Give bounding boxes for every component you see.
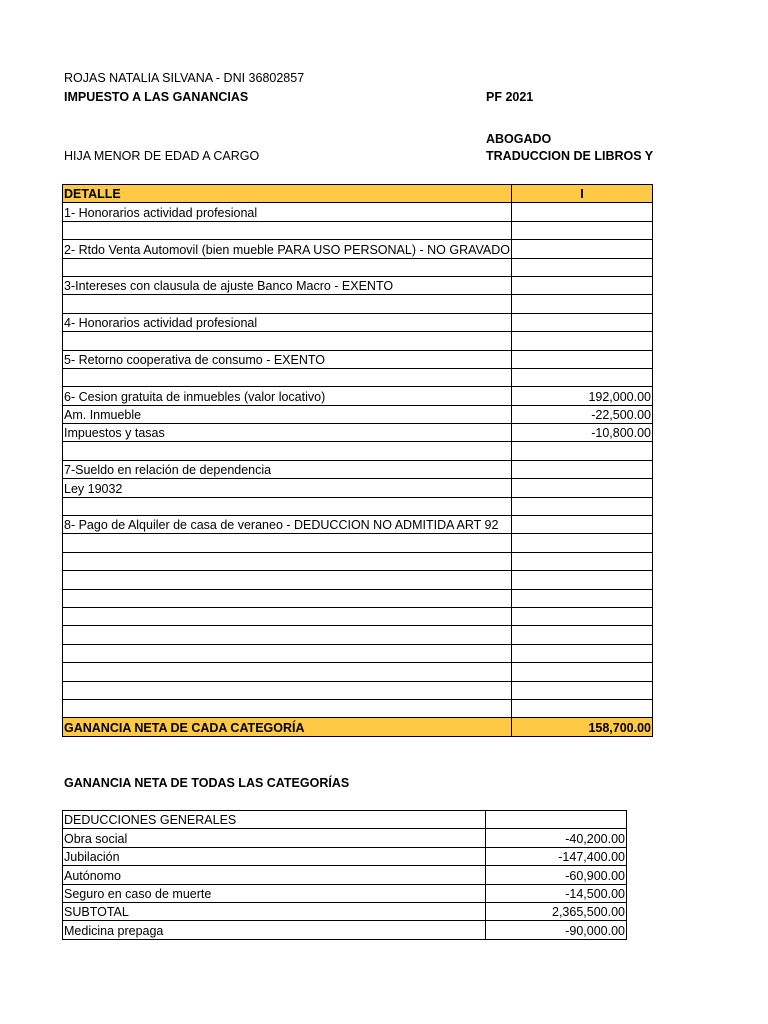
deduction-value: -60,900.00	[486, 866, 627, 884]
income-value	[512, 258, 653, 276]
income-row	[63, 387, 653, 405]
income-value	[512, 350, 653, 368]
deduction-label-cell	[63, 921, 486, 939]
deduction-label: Obra social	[64, 831, 128, 846]
income-row	[63, 516, 653, 534]
income-value	[512, 552, 653, 570]
income-label-cell	[63, 387, 512, 405]
income-row	[63, 221, 653, 239]
income-label-cell	[63, 350, 512, 368]
income-value	[512, 313, 653, 331]
income-label: Impuestos y tasas	[64, 426, 165, 441]
deduction-value: -147,400.00	[486, 847, 627, 865]
income-value	[512, 276, 653, 294]
income-table	[62, 184, 653, 737]
income-value	[512, 644, 653, 662]
total-label: GANANCIA NETA DE CADA CATEGORÍA	[63, 718, 512, 736]
deduction-label: Medicina prepaga	[64, 923, 164, 938]
income-label: 3-Intereses con clausula de ajuste Banco Macro - EXENTO	[64, 279, 394, 294]
income-row	[63, 368, 653, 386]
deduction-row	[63, 902, 627, 920]
income-row	[63, 276, 653, 294]
income-label: 4- Honorarios actividad profesional	[64, 316, 258, 331]
income-value	[512, 368, 653, 386]
deduction-row	[63, 921, 627, 939]
income-label: 2- Rtdo Venta Automovil (bien mueble PARA USO PERSONAL) - NO GRAVADO	[64, 242, 511, 257]
income-label-cell	[63, 644, 512, 662]
income-value	[512, 497, 653, 515]
income-value	[512, 442, 653, 460]
income-row	[63, 699, 653, 717]
income-row	[63, 663, 653, 681]
income-label-cell	[63, 534, 512, 552]
income-value	[512, 221, 653, 239]
income-value	[512, 571, 653, 589]
deduction-label-cell	[63, 866, 486, 884]
deduction-label: Seguro en caso de muerte	[64, 886, 212, 901]
income-value	[512, 534, 653, 552]
income-label-cell	[63, 516, 512, 534]
income-row	[63, 442, 653, 460]
income-label-cell	[63, 368, 512, 386]
income-row	[63, 589, 653, 607]
deduction-label-cell	[63, 884, 486, 902]
header-category-i: I	[512, 185, 653, 203]
income-row	[63, 571, 653, 589]
income-label-cell	[63, 479, 512, 497]
income-value	[512, 332, 653, 350]
deductions-table	[62, 810, 627, 940]
income-label-cell	[63, 258, 512, 276]
deduction-label: SUBTOTAL	[64, 905, 129, 920]
income-row	[63, 479, 653, 497]
occupation-2: TRADUCCION DE LIBROS Y	[486, 149, 654, 163]
income-value	[512, 681, 653, 699]
income-value	[512, 203, 653, 221]
deduction-row	[63, 847, 627, 865]
deduction-row	[63, 829, 627, 847]
income-label-cell	[63, 276, 512, 294]
income-label: 1- Honorarios actividad profesional	[64, 205, 258, 220]
income-row	[63, 350, 653, 368]
income-value	[512, 626, 653, 644]
income-value	[512, 589, 653, 607]
deduction-label: Autónomo	[64, 868, 121, 883]
deduction-value: 2,365,500.00	[486, 902, 627, 920]
income-row	[63, 258, 653, 276]
deduction-label-cell	[63, 902, 486, 920]
income-label-cell	[63, 589, 512, 607]
income-row	[63, 552, 653, 570]
income-value	[512, 699, 653, 717]
income-label-cell	[63, 571, 512, 589]
income-row	[63, 203, 653, 221]
tax-title: IMPUESTO A LAS GANANCIAS	[64, 90, 249, 104]
deduction-label-cell	[63, 847, 486, 865]
income-label: 7-Sueldo en relación de dependencia	[64, 463, 272, 478]
income-row	[63, 607, 653, 625]
income-label-cell	[63, 552, 512, 570]
income-label-cell	[63, 313, 512, 331]
income-row	[63, 626, 653, 644]
income-label-cell	[63, 424, 512, 442]
income-value: -22,500.00	[512, 405, 653, 423]
income-value: 192,000.00	[512, 387, 653, 405]
income-value	[512, 516, 653, 534]
dependent-note: HIJA MENOR DE EDAD A CARGO	[64, 149, 260, 163]
occupation-1: ABOGADO	[486, 132, 552, 146]
period: PF 2021	[486, 90, 534, 104]
income-label-cell	[63, 332, 512, 350]
deduction-value: -90,000.00	[486, 921, 627, 939]
total-row	[63, 718, 653, 736]
income-row	[63, 405, 653, 423]
income-label-cell	[63, 221, 512, 239]
deduction-value: -40,200.00	[486, 829, 627, 847]
deduction-row	[63, 866, 627, 884]
income-row	[63, 424, 653, 442]
total-value: 158,700.00	[512, 718, 653, 736]
deduction-label-cell	[63, 811, 486, 829]
income-value	[512, 479, 653, 497]
income-row	[63, 295, 653, 313]
deduction-row	[63, 811, 627, 829]
all-categories-label: GANANCIA NETA DE TODAS LAS CATEGORÍAS	[64, 776, 350, 790]
income-value	[512, 460, 653, 478]
income-label-cell	[63, 295, 512, 313]
income-row	[63, 497, 653, 515]
income-row	[63, 332, 653, 350]
income-label-cell	[63, 405, 512, 423]
income-label-cell	[63, 240, 512, 258]
income-value: -10,800.00	[512, 424, 653, 442]
deduction-row	[63, 884, 627, 902]
income-row	[63, 681, 653, 699]
income-row	[63, 644, 653, 662]
income-label: 8- Pago de Alquiler de casa de veraneo - DEDUCCION NO ADMITIDA ART 92	[64, 518, 499, 533]
income-row	[63, 240, 653, 258]
deduction-label: Jubilación	[64, 850, 120, 865]
income-row	[63, 313, 653, 331]
income-label-cell	[63, 681, 512, 699]
income-label: 6- Cesion gratuita de inmuebles (valor locativo)	[64, 389, 326, 404]
taxpayer-name: ROJAS NATALIA SILVANA - DNI 36802857	[64, 71, 305, 85]
income-value	[512, 295, 653, 313]
table-header-row	[63, 185, 653, 203]
income-label-cell	[63, 442, 512, 460]
income-value	[512, 607, 653, 625]
income-value	[512, 663, 653, 681]
income-label-cell	[63, 607, 512, 625]
deduction-label-cell	[63, 829, 486, 847]
income-label-cell	[63, 626, 512, 644]
deduction-value: -14,500.00	[486, 884, 627, 902]
income-label-cell	[63, 203, 512, 221]
income-row	[63, 534, 653, 552]
income-label-cell	[63, 460, 512, 478]
income-label-cell	[63, 663, 512, 681]
deduction-label: DEDUCCIONES GENERALES	[64, 813, 237, 828]
income-row	[63, 460, 653, 478]
income-label-cell	[63, 699, 512, 717]
income-value	[512, 240, 653, 258]
deduction-value	[486, 811, 627, 829]
header-detalle: DETALLE	[63, 185, 512, 203]
income-label-cell	[63, 497, 512, 515]
income-label: Ley 19032	[64, 481, 123, 496]
income-label: Am. Inmueble	[64, 408, 142, 423]
income-label: 5- Retorno cooperativa de consumo - EXENTO	[64, 352, 326, 367]
